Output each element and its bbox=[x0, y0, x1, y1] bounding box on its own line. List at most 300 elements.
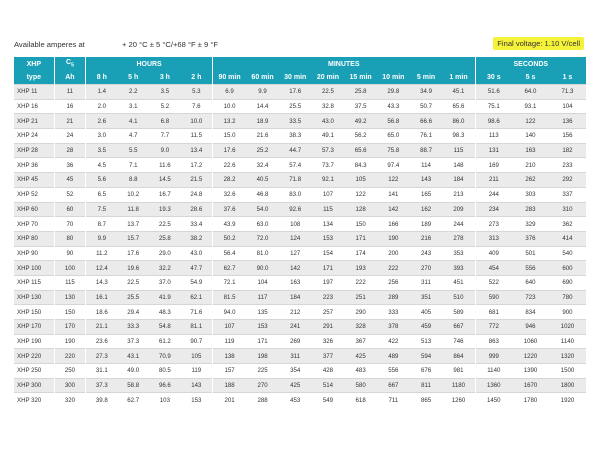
cell-value: 70.9 bbox=[149, 349, 181, 364]
cell-value: 8.7 bbox=[86, 217, 118, 232]
cell-value: 153 bbox=[181, 393, 213, 407]
cell-value: 1780 bbox=[512, 393, 549, 407]
col-header-xhp: XHP bbox=[14, 57, 54, 71]
table-row bbox=[14, 143, 586, 158]
cell-value: 3.0 bbox=[86, 129, 118, 144]
cell-value: 514 bbox=[312, 378, 345, 393]
cell-value: 104 bbox=[246, 275, 279, 290]
cell-value: 93.1 bbox=[512, 99, 549, 114]
cell-value: 119 bbox=[181, 364, 213, 379]
cell-value: 62.7 bbox=[117, 393, 149, 407]
cell-value: 197 bbox=[312, 275, 345, 290]
cell-value: 522 bbox=[475, 275, 512, 290]
cell-value: 12.4 bbox=[86, 261, 118, 276]
cell-value: 17.6 bbox=[212, 143, 246, 158]
cell-value: 25.5 bbox=[117, 290, 149, 305]
cell-value: 11.2 bbox=[86, 246, 118, 261]
cell-value: 157 bbox=[212, 364, 246, 379]
cell-value: 56.4 bbox=[212, 246, 246, 261]
cell-value: 37.0 bbox=[149, 275, 181, 290]
table-row bbox=[14, 305, 586, 320]
cell-value: 124 bbox=[279, 231, 312, 246]
cell-value: 54.0 bbox=[246, 202, 279, 217]
cell-value: 1020 bbox=[549, 320, 586, 335]
cell-value: 483 bbox=[344, 364, 377, 379]
cell-type: XHP 24 bbox=[14, 129, 54, 144]
available-amperes-label: Available amperes at bbox=[14, 40, 85, 49]
table-row bbox=[14, 246, 586, 261]
cell-type: XHP 100 bbox=[14, 261, 54, 276]
cell-value: 5.2 bbox=[149, 99, 181, 114]
cell-value: 18.6 bbox=[86, 305, 118, 320]
table-row bbox=[14, 85, 586, 100]
cell-value: 162 bbox=[410, 202, 443, 217]
cell-value: 122 bbox=[512, 114, 549, 129]
cell-value: 17.2 bbox=[181, 158, 213, 173]
cell-value: 1360 bbox=[475, 378, 512, 393]
cell-value: 90.0 bbox=[246, 261, 279, 276]
cell-value: 107 bbox=[212, 320, 246, 335]
cell-type: XHP 52 bbox=[14, 187, 54, 202]
cell-value: 156 bbox=[549, 129, 586, 144]
cell-value: 140 bbox=[512, 129, 549, 144]
cell-value: 351 bbox=[410, 290, 443, 305]
cell-value: 241 bbox=[279, 320, 312, 335]
cell-value: 33.5 bbox=[279, 114, 312, 129]
cell-value: 50.2 bbox=[212, 231, 246, 246]
table-row bbox=[14, 290, 586, 305]
cell-value: 311 bbox=[410, 275, 443, 290]
cell-value: 1260 bbox=[442, 393, 475, 407]
cell-value: 63.0 bbox=[246, 217, 279, 232]
cell-value: 143 bbox=[181, 378, 213, 393]
cell-value: 43.1 bbox=[117, 349, 149, 364]
cell-value: 489 bbox=[377, 349, 410, 364]
cell-value: 4.1 bbox=[117, 114, 149, 129]
cell-value: 14.5 bbox=[149, 173, 181, 188]
cell-value: 257 bbox=[312, 305, 345, 320]
cell-value: 640 bbox=[512, 275, 549, 290]
cell-value: 22.5 bbox=[312, 85, 345, 100]
cell-value: 32.8 bbox=[312, 99, 345, 114]
cell-value: 13.7 bbox=[117, 217, 149, 232]
cell-value: 5.6 bbox=[86, 173, 118, 188]
cell-value: 105 bbox=[181, 349, 213, 364]
cell-capacity: 100 bbox=[54, 261, 86, 276]
table-row bbox=[14, 320, 586, 335]
cell-value: 772 bbox=[475, 320, 512, 335]
cell-value: 23.6 bbox=[86, 334, 118, 349]
cell-value: 29.0 bbox=[149, 246, 181, 261]
cell-value: 234 bbox=[475, 202, 512, 217]
cell-value: 171 bbox=[246, 334, 279, 349]
cell-value: 405 bbox=[410, 305, 443, 320]
cell-value: 556 bbox=[512, 261, 549, 276]
cell-value: 25.5 bbox=[279, 99, 312, 114]
cell-value: 2.6 bbox=[86, 114, 118, 129]
table-row bbox=[14, 261, 586, 276]
cell-value: 54.8 bbox=[149, 320, 181, 335]
col-header-30-s: 30 s bbox=[475, 71, 512, 85]
cell-value: 1320 bbox=[549, 349, 586, 364]
cell-value: 72.0 bbox=[246, 231, 279, 246]
final-voltage-highlight: Final voltage: 1.10 V/cell bbox=[493, 37, 584, 50]
cell-value: 50.7 bbox=[410, 99, 443, 114]
cell-value: 71.6 bbox=[181, 305, 213, 320]
cell-value: 25.8 bbox=[149, 231, 181, 246]
col-header-3-h: 3 h bbox=[149, 71, 181, 85]
cell-value: 17.6 bbox=[117, 246, 149, 261]
cell-value: 92.1 bbox=[312, 173, 345, 188]
cell-capacity: 28 bbox=[54, 143, 86, 158]
cell-value: 143 bbox=[410, 173, 443, 188]
cell-value: 5.5 bbox=[117, 143, 149, 158]
cell-value: 216 bbox=[410, 231, 443, 246]
cell-value: 22.5 bbox=[149, 217, 181, 232]
cell-capacity: 300 bbox=[54, 378, 86, 393]
cell-value: 244 bbox=[475, 187, 512, 202]
cell-value: 13.2 bbox=[212, 114, 246, 129]
cell-value: 75.1 bbox=[475, 99, 512, 114]
cell-value: 134 bbox=[312, 217, 345, 232]
cell-value: 113 bbox=[475, 129, 512, 144]
cell-value: 667 bbox=[377, 378, 410, 393]
cell-value: 7.7 bbox=[149, 129, 181, 144]
cell-capacity: 220 bbox=[54, 349, 86, 364]
cell-value: 61.2 bbox=[149, 334, 181, 349]
cell-value: 1060 bbox=[512, 334, 549, 349]
cell-value: 1670 bbox=[512, 378, 549, 393]
cell-capacity: 190 bbox=[54, 334, 86, 349]
cell-value: 136 bbox=[549, 114, 586, 129]
cell-value: 29.8 bbox=[377, 85, 410, 100]
cell-value: 189 bbox=[410, 217, 443, 232]
cell-capacity: 52 bbox=[54, 187, 86, 202]
cell-value: 138 bbox=[212, 349, 246, 364]
col-header-20-min: 20 min bbox=[312, 71, 345, 85]
cell-value: 243 bbox=[410, 246, 443, 261]
cell-value: 291 bbox=[312, 320, 345, 335]
cell-capacity: 170 bbox=[54, 320, 86, 335]
cell-value: 14.3 bbox=[86, 275, 118, 290]
cell-value: 292 bbox=[549, 173, 586, 188]
cell-value: 556 bbox=[377, 364, 410, 379]
cell-value: 273 bbox=[475, 217, 512, 232]
cell-value: 310 bbox=[549, 202, 586, 217]
cell-value: 72.1 bbox=[212, 275, 246, 290]
cell-value: 39.8 bbox=[86, 393, 118, 407]
cell-capacity: 320 bbox=[54, 393, 86, 407]
cell-value: 900 bbox=[549, 305, 586, 320]
cell-value: 19.6 bbox=[117, 261, 149, 276]
cell-value: 62.7 bbox=[212, 261, 246, 276]
cell-value: 65.6 bbox=[344, 143, 377, 158]
cell-value: 153 bbox=[312, 231, 345, 246]
cell-value: 45.1 bbox=[442, 85, 475, 100]
cell-value: 174 bbox=[344, 246, 377, 261]
cell-value: 81.1 bbox=[181, 320, 213, 335]
cell-value: 283 bbox=[512, 202, 549, 217]
cell-value: 54.9 bbox=[181, 275, 213, 290]
header-bar bbox=[14, 39, 586, 53]
amperes-table bbox=[14, 57, 586, 407]
cell-value: 43.0 bbox=[181, 246, 213, 261]
cell-value: 270 bbox=[410, 261, 443, 276]
cell-value: 1390 bbox=[512, 364, 549, 379]
cell-value: 7.5 bbox=[86, 202, 118, 217]
cell-value: 163 bbox=[279, 275, 312, 290]
cell-value: 711 bbox=[377, 393, 410, 407]
cell-value: 618 bbox=[344, 393, 377, 407]
cell-value: 92.6 bbox=[279, 202, 312, 217]
cell-value: 6.8 bbox=[149, 114, 181, 129]
cell-value: 169 bbox=[475, 158, 512, 173]
cell-value: 105 bbox=[344, 173, 377, 188]
table-row bbox=[14, 99, 586, 114]
group-header-hours: HOURS bbox=[86, 57, 213, 71]
cell-value: 13.4 bbox=[181, 143, 213, 158]
table-row bbox=[14, 349, 586, 364]
col-header-1-min: 1 min bbox=[442, 71, 475, 85]
cell-value: 21.1 bbox=[86, 320, 118, 335]
cell-value: 34.9 bbox=[410, 85, 443, 100]
cell-value: 454 bbox=[475, 261, 512, 276]
table-row bbox=[14, 158, 586, 173]
cell-value: 1500 bbox=[549, 364, 586, 379]
cell-value: 213 bbox=[442, 187, 475, 202]
cell-value: 3.1 bbox=[117, 99, 149, 114]
cell-value: 459 bbox=[410, 320, 443, 335]
cell-value: 22.6 bbox=[212, 158, 246, 173]
col-header-30-min: 30 min bbox=[279, 71, 312, 85]
cell-value: 329 bbox=[512, 217, 549, 232]
cell-value: 115 bbox=[442, 143, 475, 158]
cell-value: 11.5 bbox=[181, 129, 213, 144]
table-row bbox=[14, 231, 586, 246]
cell-value: 90.7 bbox=[181, 334, 213, 349]
cell-value: 166 bbox=[377, 217, 410, 232]
cell-value: 780 bbox=[549, 290, 586, 305]
group-header-seconds: SECONDS bbox=[475, 57, 586, 71]
cell-value: 580 bbox=[344, 378, 377, 393]
cell-value: 86.0 bbox=[442, 114, 475, 129]
cell-value: 46.8 bbox=[246, 187, 279, 202]
cell-value: 37.3 bbox=[117, 334, 149, 349]
cell-value: 28.2 bbox=[212, 173, 246, 188]
cell-value: 2.2 bbox=[117, 85, 149, 100]
cell-value: 154 bbox=[312, 246, 345, 261]
cell-value: 22.5 bbox=[117, 275, 149, 290]
cell-value: 58.8 bbox=[117, 378, 149, 393]
cell-value: 946 bbox=[512, 320, 549, 335]
cell-value: 690 bbox=[549, 275, 586, 290]
cell-value: 2.0 bbox=[86, 99, 118, 114]
cell-value: 198 bbox=[246, 349, 279, 364]
cell-value: 353 bbox=[442, 246, 475, 261]
table-row bbox=[14, 217, 586, 232]
cell-value: 667 bbox=[442, 320, 475, 335]
cell-value: 190 bbox=[377, 231, 410, 246]
cell-value: 96.6 bbox=[149, 378, 181, 393]
cell-value: 33.3 bbox=[117, 320, 149, 335]
cell-value: 540 bbox=[549, 246, 586, 261]
cell-value: 56.2 bbox=[344, 129, 377, 144]
cell-value: 7.6 bbox=[181, 99, 213, 114]
col-header-15-min: 15 min bbox=[344, 71, 377, 85]
cell-value: 8.8 bbox=[117, 173, 149, 188]
cell-value: 38.2 bbox=[181, 231, 213, 246]
cell-value: 269 bbox=[279, 334, 312, 349]
cell-value: 43.0 bbox=[312, 114, 345, 129]
cell-value: 10.0 bbox=[212, 99, 246, 114]
cell-type: XHP 115 bbox=[14, 275, 54, 290]
cell-value: 44.7 bbox=[279, 143, 312, 158]
cell-value: 451 bbox=[442, 275, 475, 290]
cell-type: XHP 60 bbox=[14, 202, 54, 217]
cell-value: 222 bbox=[344, 275, 377, 290]
cell-value: 57.3 bbox=[312, 143, 345, 158]
cell-capacity: 11 bbox=[54, 85, 86, 100]
cell-value: 11.6 bbox=[149, 158, 181, 173]
cell-type: XHP 28 bbox=[14, 143, 54, 158]
cell-value: 108 bbox=[279, 217, 312, 232]
cell-value: 453 bbox=[279, 393, 312, 407]
col-header-90-min: 90 min bbox=[212, 71, 246, 85]
cell-value: 184 bbox=[442, 173, 475, 188]
cell-value: 328 bbox=[344, 320, 377, 335]
cell-value: 21.6 bbox=[246, 129, 279, 144]
group-header-minutes: MINUTES bbox=[212, 57, 475, 71]
cell-value: 1180 bbox=[442, 378, 475, 393]
cell-value: 1220 bbox=[512, 349, 549, 364]
cell-value: 9.9 bbox=[246, 85, 279, 100]
cell-value: 80.5 bbox=[149, 364, 181, 379]
col-header-60-min: 60 min bbox=[246, 71, 279, 85]
table-row bbox=[14, 129, 586, 144]
cell-value: 49.0 bbox=[117, 364, 149, 379]
cell-capacity: 130 bbox=[54, 290, 86, 305]
cell-value: 37.5 bbox=[344, 99, 377, 114]
cell-value: 1450 bbox=[475, 393, 512, 407]
cell-value: 131 bbox=[475, 143, 512, 158]
cell-value: 114 bbox=[410, 158, 443, 173]
cell-value: 600 bbox=[549, 261, 586, 276]
cell-value: 811 bbox=[410, 378, 443, 393]
cell-value: 393 bbox=[442, 261, 475, 276]
cell-value: 15.0 bbox=[212, 129, 246, 144]
cell-value: 376 bbox=[512, 231, 549, 246]
cell-value: 1800 bbox=[549, 378, 586, 393]
cell-value: 362 bbox=[549, 217, 586, 232]
cell-capacity: 16 bbox=[54, 99, 86, 114]
cell-value: 222 bbox=[377, 261, 410, 276]
col-header-c5: $C_5$ bbox=[54, 57, 86, 71]
cell-value: 201 bbox=[212, 393, 246, 407]
table-row bbox=[14, 275, 586, 290]
cell-type: XHP 300 bbox=[14, 378, 54, 393]
cell-value: 210 bbox=[512, 158, 549, 173]
cell-value: 6.5 bbox=[86, 187, 118, 202]
cell-value: 209 bbox=[442, 202, 475, 217]
cell-type: XHP 21 bbox=[14, 114, 54, 129]
cell-value: 38.3 bbox=[279, 129, 312, 144]
cell-value: 15.7 bbox=[117, 231, 149, 246]
cell-value: 47.7 bbox=[181, 261, 213, 276]
cell-value: 425 bbox=[344, 349, 377, 364]
cell-value: 5.3 bbox=[181, 85, 213, 100]
cell-value: 119 bbox=[212, 334, 246, 349]
cell-value: 33.4 bbox=[181, 217, 213, 232]
cell-value: 128 bbox=[344, 202, 377, 217]
cell-value: 71.3 bbox=[549, 85, 586, 100]
cell-value: 1920 bbox=[549, 393, 586, 407]
cell-value: 723 bbox=[512, 290, 549, 305]
cell-value: 81.5 bbox=[212, 290, 246, 305]
cell-value: 337 bbox=[549, 187, 586, 202]
cell-value: 163 bbox=[512, 143, 549, 158]
cell-value: 107 bbox=[312, 187, 345, 202]
cell-value: 414 bbox=[549, 231, 586, 246]
cell-type: XHP 11 bbox=[14, 85, 54, 100]
cell-value: 182 bbox=[549, 143, 586, 158]
cell-value: 122 bbox=[344, 187, 377, 202]
cell-value: 4.5 bbox=[86, 158, 118, 173]
cell-value: 289 bbox=[377, 290, 410, 305]
cell-value: 153 bbox=[246, 320, 279, 335]
cell-value: 48.3 bbox=[149, 305, 181, 320]
cell-value: 37.3 bbox=[86, 378, 118, 393]
cell-value: 1.4 bbox=[86, 85, 118, 100]
cell-value: 313 bbox=[475, 231, 512, 246]
cell-value: 251 bbox=[344, 290, 377, 305]
cell-value: 25.2 bbox=[246, 143, 279, 158]
cell-value: 10.0 bbox=[181, 114, 213, 129]
cell-type: XHP 90 bbox=[14, 246, 54, 261]
table-row bbox=[14, 202, 586, 217]
cell-value: 211 bbox=[475, 173, 512, 188]
table-row bbox=[14, 173, 586, 188]
cell-value: 865 bbox=[410, 393, 443, 407]
cell-value: 3.5 bbox=[149, 85, 181, 100]
cell-value: 311 bbox=[279, 349, 312, 364]
col-header-5-h: 5 h bbox=[117, 71, 149, 85]
cell-type: XHP 190 bbox=[14, 334, 54, 349]
cell-type: XHP 45 bbox=[14, 173, 54, 188]
cell-type: XHP 150 bbox=[14, 305, 54, 320]
cell-value: 51.6 bbox=[475, 85, 512, 100]
cell-value: 510 bbox=[442, 290, 475, 305]
col-header-5-s: 5 s bbox=[512, 71, 549, 85]
cell-value: 233 bbox=[549, 158, 586, 173]
cell-value: 75.8 bbox=[377, 143, 410, 158]
cell-value: 367 bbox=[344, 334, 377, 349]
cell-value: 43.9 bbox=[212, 217, 246, 232]
table-row bbox=[14, 187, 586, 202]
table-row bbox=[14, 393, 586, 407]
cell-value: 746 bbox=[442, 334, 475, 349]
table-row bbox=[14, 334, 586, 349]
cell-value: 32.4 bbox=[246, 158, 279, 173]
cell-value: 225 bbox=[246, 364, 279, 379]
cell-value: 28.6 bbox=[181, 202, 213, 217]
cell-value: 409 bbox=[475, 246, 512, 261]
cell-value: 188 bbox=[212, 378, 246, 393]
cell-value: 193 bbox=[344, 261, 377, 276]
cell-value: 7.1 bbox=[117, 158, 149, 173]
cell-value: 29.4 bbox=[117, 305, 149, 320]
cell-value: 9.9 bbox=[86, 231, 118, 246]
cell-value: 135 bbox=[246, 305, 279, 320]
